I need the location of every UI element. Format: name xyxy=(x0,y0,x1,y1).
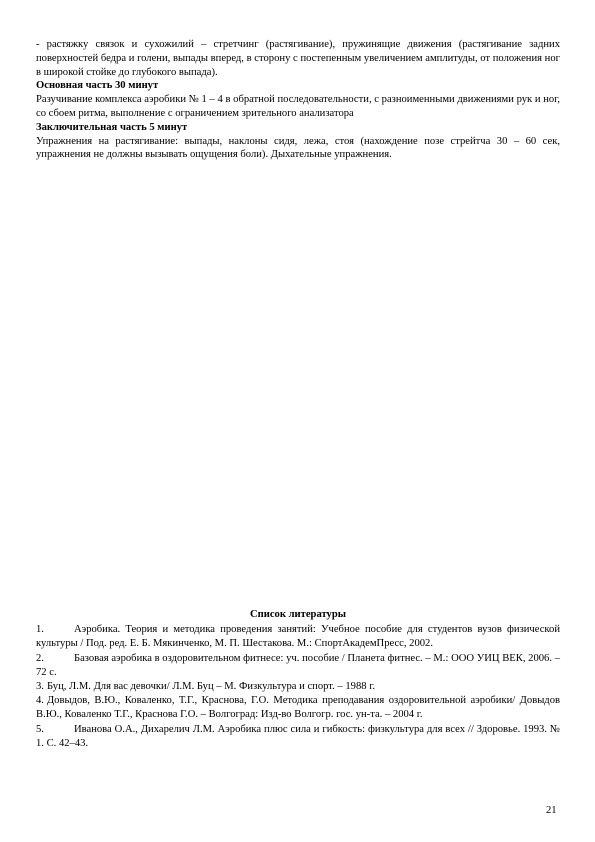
reference-item xyxy=(36,723,560,751)
page-number: 21 xyxy=(546,805,557,816)
references-section xyxy=(36,608,560,751)
reference-item xyxy=(36,680,560,694)
final-part-paragraph: Упражнения на растягивание: выпады, наклоны сидя, лежа, стоя (нахождение позе стрейтча 30 – 60 сек, упражнения не должны вызывать ощущения боли). Дыхательные упражнения. xyxy=(36,135,560,161)
reference-text: Буц, Л.М. Для вас девочки/ Л.М. Буц – М. Физкультура и спорт. – 1988 г. xyxy=(46,681,376,693)
reference-number: 3. xyxy=(36,681,44,693)
stretching-paragraph: - растяжку связок и сухожилий – стретчинг (растягивание), пружинящие движения (растягивание задних поверхностей бедра и голени, выпады вперед, в сторону с постепенным увеличением амплитуды, от положения ног в широкой стойке до глубокого выпада). xyxy=(36,39,560,78)
reference-number: 4. xyxy=(36,695,44,707)
reference-item xyxy=(36,694,560,722)
reference-text: Иванова О.А., Дихарелич Л.М. Аэробика плюс сила и гибкость: физкультура для всех // Здоровье. 1993. № 1. С. 42–43. xyxy=(36,723,560,749)
reference-text: Аэробика. Теория и методика проведения занятий: Учебное пособие для студентов вузов физической культуры / Под. ред. Е. Б. Мякинченко, М. П. Шестакова. М.: СпортАкадемПресс, 2002. xyxy=(36,624,560,650)
main-part-heading: Основная часть 30 минут xyxy=(36,80,159,92)
lesson-plan-section xyxy=(36,38,560,162)
reference-item xyxy=(36,623,560,651)
reference-text: Базовая аэробика в оздоровительном фитнесе: уч. пособие / Планета фитнес. – М.: ООО УИЦ ВЕК, 2006. – 72 с. xyxy=(36,652,560,678)
reference-number: 5. xyxy=(36,723,44,735)
reference-item xyxy=(36,652,560,680)
final-part-heading: Заключительная часть 5 минут xyxy=(36,121,188,133)
references-title: Список литературы xyxy=(249,609,346,620)
reference-number: 1. xyxy=(36,624,44,636)
reference-number: 2. xyxy=(36,652,44,664)
reference-text: Довыдов, В.Ю., Коваленко, Т.Г., Краснова, Г.О. Методика преподавания оздоровительной аэробики/ Довыдов В.Ю., Коваленко Т.Г., Краснова Г.О. – Волгоград: Изд-во Волгогр. гос. ун-та. – 2004 г. xyxy=(36,695,560,721)
main-part-paragraph: Разучивание комплекса аэробики № 1 – 4 в обратной последовательности, с разноименными движениями рук и ног, со сбоем ритма, выполнение с ограничением зрительного анализатора xyxy=(36,94,560,119)
